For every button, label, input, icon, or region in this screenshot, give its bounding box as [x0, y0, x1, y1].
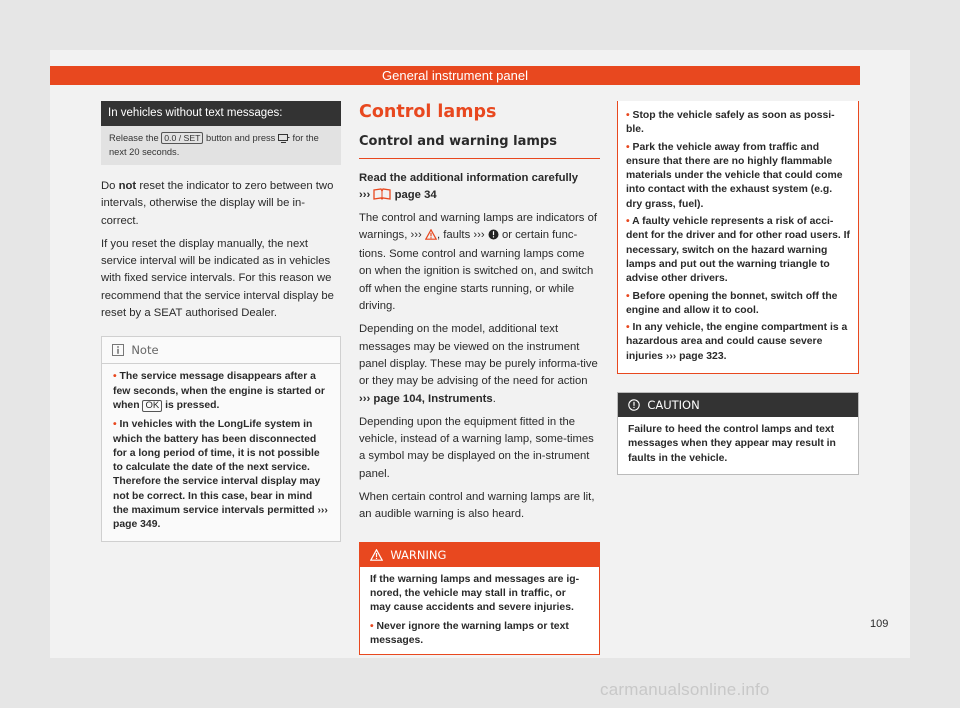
instruction-text-1: Release the	[109, 133, 159, 143]
paragraph-equipment: Depending upon the equipment fitted in the vehicle, instead of a warning lamp, some-times a symbol may be displayed on the in-strument panel.	[359, 415, 594, 480]
engine-end: .	[723, 350, 727, 362]
note-2-text: In vehicles with the LongLife system in which the battery has been disconnected for a long period of time, it is not possible to calculate the date of the next service. Therefore the service interval display may not be correct. In this case, bear in mind the maximum service intervals permitted	[113, 419, 321, 517]
read-info-line	[359, 170, 600, 207]
bullet-risk-text: A faulty vehicle represents a risk of acci-dent for the driver and for other road users. If necessary, switch on the hazard warning lamps and put out the warning triangle to advise other drivers.	[626, 216, 851, 285]
note-item-1: • The service message disappears after a few seconds, when the engine is started or when OK is pressed.	[113, 371, 325, 411]
fault-circle-icon	[488, 229, 499, 246]
watermark: carmanualsonline.info	[600, 680, 770, 699]
chapter-header: General instrument panel	[50, 66, 860, 85]
box-title: In vehicles without text messages:	[101, 101, 341, 126]
caution-title: CAUTION	[647, 398, 700, 413]
paragraph-manual-reset: If you reset the display manually, the next service interval will be indicated as in vehicles with fixed service intervals. For this reason we recommend that the service interval display be reset by a SEAT authorised Dealer.	[101, 237, 334, 320]
column-1	[101, 101, 341, 542]
warning-header-icon	[370, 548, 383, 566]
messages-text: Depending on the model, additional text messages may be viewed on the instrument panel display. These may be purely informa-tive or they may be advising of the need for action	[359, 323, 598, 388]
warning-continued-box	[617, 101, 859, 374]
ok-key-label: OK	[142, 400, 162, 412]
paragraph-audible: When certain control and warning lamps are lit, an audible warning is also heard.	[359, 491, 595, 521]
column-3	[617, 101, 859, 475]
lamps-text-2: , faults	[436, 228, 471, 241]
warning-body	[360, 567, 599, 654]
caution-box	[617, 392, 859, 475]
page-number: 109	[870, 618, 889, 630]
instruction-text-3: for the next 20 seconds.	[109, 133, 319, 157]
warning-title: WARNING	[390, 547, 447, 562]
lamps-text-1: The control and warning lamps are indicators of warnings,	[359, 211, 597, 241]
ref-arrow: ›››	[317, 505, 328, 517]
paragraph-lamps	[359, 210, 600, 316]
warning-header	[360, 543, 599, 567]
bullet-bonnet-text: Before opening the bonnet, switch off the engine and allow it to cool.	[626, 290, 838, 316]
section-title: Control lamps	[359, 102, 497, 122]
arrow-323: ›››	[665, 350, 677, 362]
page-ref-323[interactable]: page 323	[679, 350, 724, 362]
arrow-2: ›››	[473, 228, 485, 241]
read-arrow: ›››	[359, 189, 371, 202]
section-subtitle: Control and warning lamps	[359, 133, 600, 159]
page-ref-34[interactable]: page 34	[394, 189, 437, 202]
not-word: not	[118, 180, 137, 192]
bullet-bonnet: • Before opening the bonnet, switch off the engine and allow it to cool.	[626, 290, 838, 316]
lamps-text-3: or certain func-tions. Some control and warning lamps come on when the ignition is switched on, and switch off when the engine starts running, or while driving.	[359, 228, 594, 313]
bullet-park-text: Park the vehicle away from traffic and ensure that there are no highly flammable materials under the vehicle that could come into contact with the exhaust system (e.g. dry grass, fuel).	[626, 141, 843, 210]
do-word: Do	[101, 180, 116, 192]
bullet-stop-text: Stop the vehicle safely as soon as possi-ble.	[626, 110, 835, 136]
warning-text: If the warning lamps and messages are ig-nored, the vehicle may stall in traffic, or may cause accidents and severe injuries.	[370, 573, 580, 614]
display-menu-icon	[278, 134, 290, 147]
read-info-text: Read the additional information carefully	[359, 172, 579, 184]
set-key-label: 0.0 / SET	[161, 132, 203, 144]
warning-bullet: • Never ignore the warning lamps or text messages.	[370, 620, 569, 646]
note-body	[102, 364, 340, 540]
note-title: Note	[131, 343, 159, 358]
caution-header	[618, 393, 858, 417]
warning-triangle-icon	[425, 229, 437, 246]
instruction-text-2: button and press	[206, 133, 276, 143]
caution-body	[618, 417, 858, 474]
bullet-engine-text: In any vehicle, the engine compartment is a hazardous area and could cause severe injuries	[626, 322, 848, 362]
book-icon	[373, 188, 391, 206]
bullet-park: • Park the vehicle away from traffic and ensure that there are no highly flammable materials under the vehicle that could come into contact with the exhaust system (e.g. dry grass, fuel).	[626, 141, 843, 210]
note-1-end: is pressed.	[165, 399, 220, 411]
note-box	[101, 336, 341, 541]
note-2-end: .	[157, 519, 161, 531]
page-ref-349[interactable]: page 349	[113, 519, 158, 531]
paragraph-messages	[359, 321, 600, 407]
instruction-box	[101, 126, 341, 165]
page-ref-104[interactable]: ››› page 104, Instruments	[359, 392, 493, 405]
warning-box	[359, 542, 600, 655]
arrow-1: ›››	[410, 228, 422, 241]
bullet-stop: • Stop the vehicle safely as soon as possi-ble.	[626, 110, 835, 136]
note-item-2: • In vehicles with the LongLife system in which the battery has been disconnected for a long period of time, it is not possible to calculate the date of the next service. Therefore the service interval display may not be correct. In this case, bear in mind the maximum service intervals permitted ››› page 349.	[113, 419, 328, 531]
note-1-text: The service message disappears after a few seconds, when the engine is started or when	[113, 371, 325, 411]
note-header	[102, 337, 340, 364]
caution-icon	[628, 398, 640, 416]
messages-end: .	[492, 392, 496, 405]
column-2	[359, 101, 600, 655]
paragraph-reset	[101, 178, 341, 230]
reset-text: reset the indicator to zero between two intervals, otherwise the display will be in-correct.	[101, 180, 334, 227]
warning-bullet-text: Never ignore the warning lamps or text messages.	[370, 620, 569, 646]
bullet-risk: • A faulty vehicle represents a risk of acci-dent for the driver and for other road users. If necessary, switch on the hazard warning lamps and put out the warning triangle to advise other drivers.	[626, 216, 851, 285]
caution-text: Failure to heed the control lamps and text messages when they appear may result in faults in the vehicle.	[628, 424, 836, 464]
bullet-engine: • In any vehicle, the engine compartment is a hazardous area and could cause severe injuries ››› page 323.	[626, 322, 848, 362]
info-icon	[112, 344, 124, 360]
